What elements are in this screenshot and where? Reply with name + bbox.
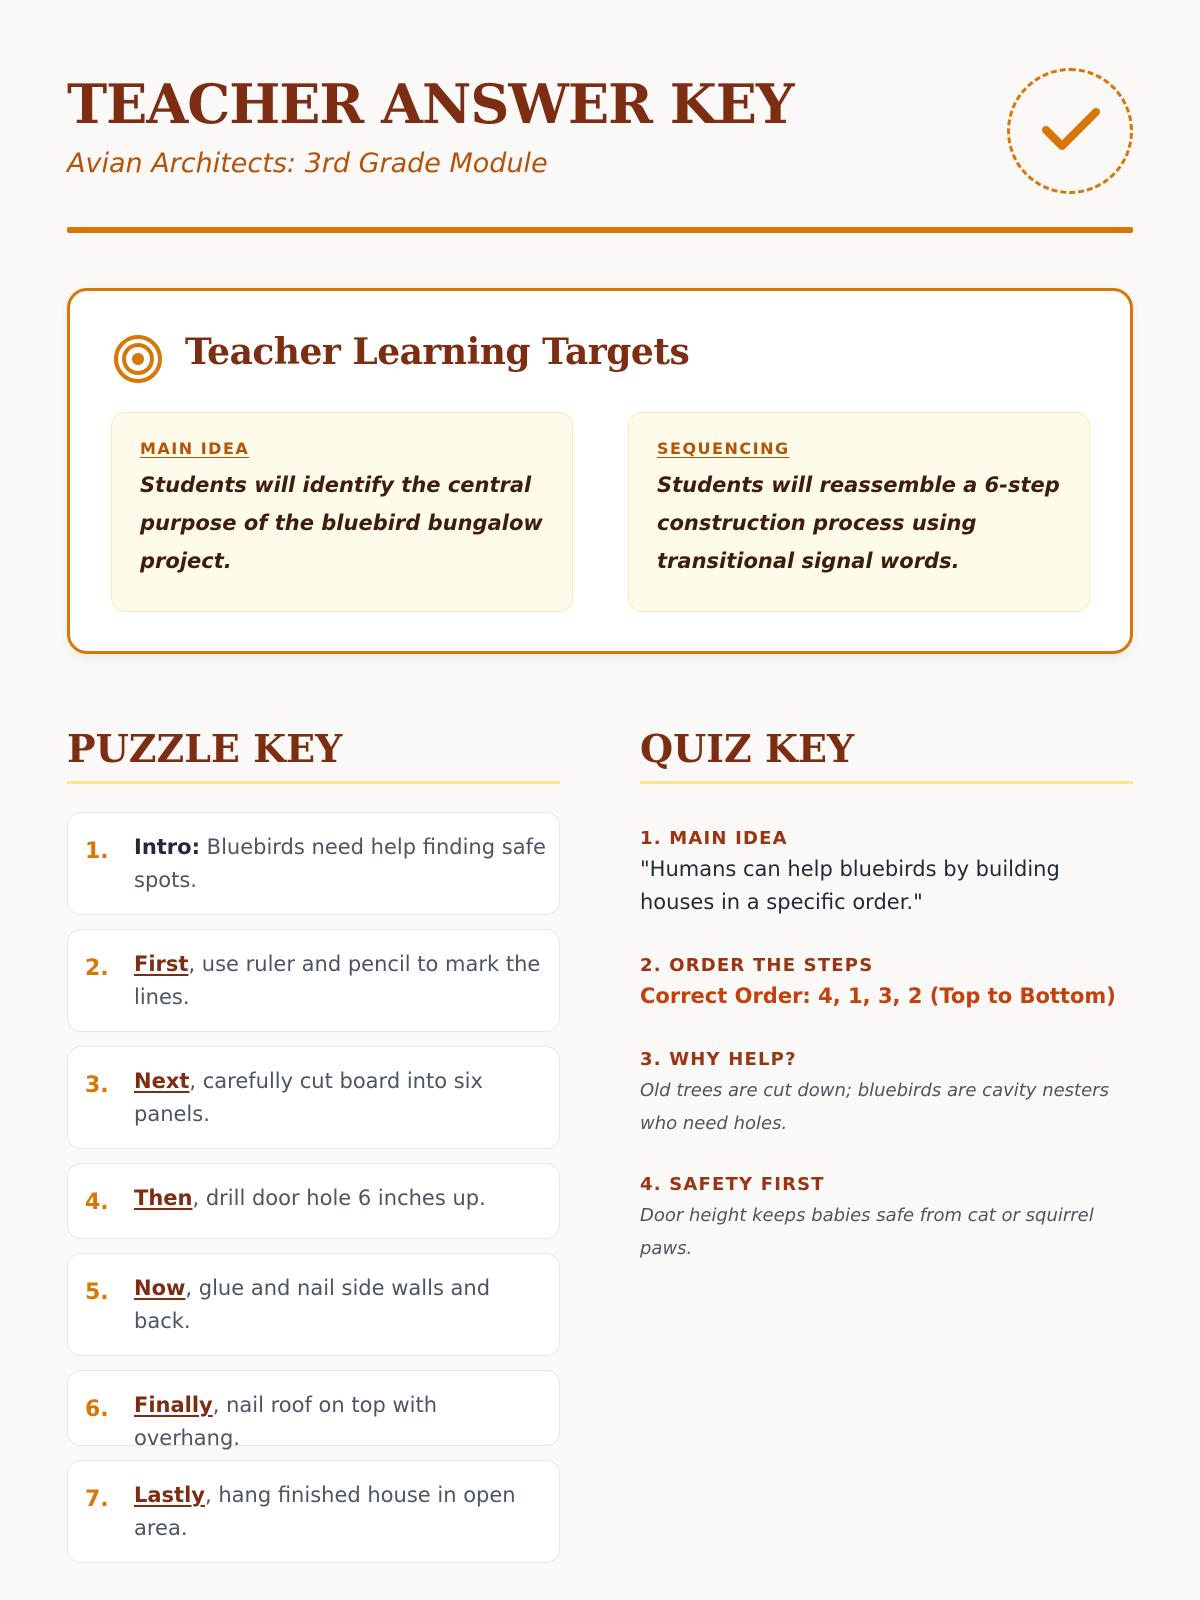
answer-key-page	[67, 0, 1133, 1600]
puzzle-lead: Now	[134, 1276, 186, 1300]
puzzle-text	[134, 1065, 546, 1131]
puzzle-rest: , use ruler and pencil to mark the lines.	[134, 952, 541, 1009]
quiz-label: 1. MAIN IDEA	[640, 828, 788, 849]
quiz-key-divider	[640, 781, 1133, 784]
target-text: Students will reassemble a 6-step construction process using transitional signal words.	[657, 473, 1060, 573]
puzzle-number: 5.	[85, 1280, 109, 1305]
puzzle-text	[134, 831, 546, 897]
puzzle-item	[67, 1046, 560, 1149]
quiz-label: 3. WHY HELP?	[640, 1049, 797, 1070]
target-card-main-idea	[111, 412, 573, 612]
puzzle-lead: Intro:	[134, 835, 200, 859]
puzzle-number: 7.	[85, 1487, 109, 1512]
target-label: MAIN IDEA	[140, 439, 250, 458]
puzzle-number: 2.	[85, 956, 109, 981]
quiz-label: 2. ORDER THE STEPS	[640, 955, 874, 976]
puzzle-text	[134, 1272, 546, 1338]
learning-targets-title: Teacher Learning Targets	[185, 331, 690, 373]
puzzle-lead: Finally	[134, 1393, 213, 1417]
puzzle-text	[134, 948, 546, 1014]
puzzle-number: 3.	[85, 1073, 109, 1098]
quiz-label: 4. SAFETY FIRST	[640, 1174, 825, 1195]
quiz-answer: Door height keeps babies safe from cat or squirrel paws.	[640, 1205, 1094, 1259]
page-subtitle: Avian Architects: 3rd Grade Module	[67, 148, 548, 179]
target-text: Students will identify the central purpose of the bluebird bungalow project.	[140, 473, 543, 573]
puzzle-item	[67, 1253, 560, 1356]
target-label: SEQUENCING	[657, 439, 790, 458]
checkmark-icon	[1040, 104, 1102, 156]
puzzle-item	[67, 812, 560, 915]
quiz-key-heading: QUIZ KEY	[640, 726, 855, 771]
puzzle-item	[67, 929, 560, 1032]
puzzle-rest: , carefully cut board into six panels.	[134, 1069, 483, 1126]
quiz-answer: Correct Order: 4, 1, 3, 2 (Top to Bottom)	[640, 984, 1116, 1008]
puzzle-text	[134, 1479, 546, 1545]
puzzle-lead: Lastly	[134, 1483, 205, 1507]
puzzle-key-heading: PUZZLE KEY	[67, 726, 343, 771]
puzzle-rest: , drill door hole 6 inches up.	[192, 1186, 486, 1210]
puzzle-key-divider	[67, 781, 560, 784]
quiz-answer: "Humans can help bluebirds by building houses in a specific order."	[640, 857, 1060, 914]
puzzle-number: 4.	[85, 1190, 109, 1215]
checkmark-badge	[1007, 68, 1133, 194]
puzzle-rest: , nail roof on top with overhang.	[134, 1393, 438, 1450]
quiz-item-main-idea	[640, 828, 1133, 919]
puzzle-item	[67, 1460, 560, 1563]
header-divider	[67, 227, 1133, 233]
quiz-answer: Old trees are cut down; bluebirds are cavity nesters who need holes.	[640, 1080, 1109, 1134]
puzzle-number: 6.	[85, 1397, 109, 1422]
quiz-item-order	[640, 955, 1133, 1013]
puzzle-number: 1.	[85, 839, 109, 864]
puzzle-text	[134, 1389, 546, 1455]
quiz-item-why-help	[640, 1049, 1133, 1140]
puzzle-item	[67, 1163, 560, 1239]
page-title: TEACHER ANSWER KEY	[67, 72, 794, 136]
puzzle-rest: , glue and nail side walls and back.	[134, 1276, 491, 1333]
puzzle-rest: Bluebirds need help finding safe spots.	[134, 835, 546, 892]
puzzle-lead: Next	[134, 1069, 190, 1093]
target-card-sequencing	[628, 412, 1090, 612]
quiz-item-safety	[640, 1174, 1133, 1265]
puzzle-lead: Then	[134, 1186, 193, 1210]
target-icon	[112, 333, 164, 385]
header	[67, 72, 1133, 232]
puzzle-text	[134, 1182, 546, 1215]
puzzle-rest: , hang finished house in open area.	[134, 1483, 516, 1540]
puzzle-lead: First	[134, 952, 189, 976]
learning-targets-panel	[67, 288, 1133, 654]
puzzle-item	[67, 1370, 560, 1450]
